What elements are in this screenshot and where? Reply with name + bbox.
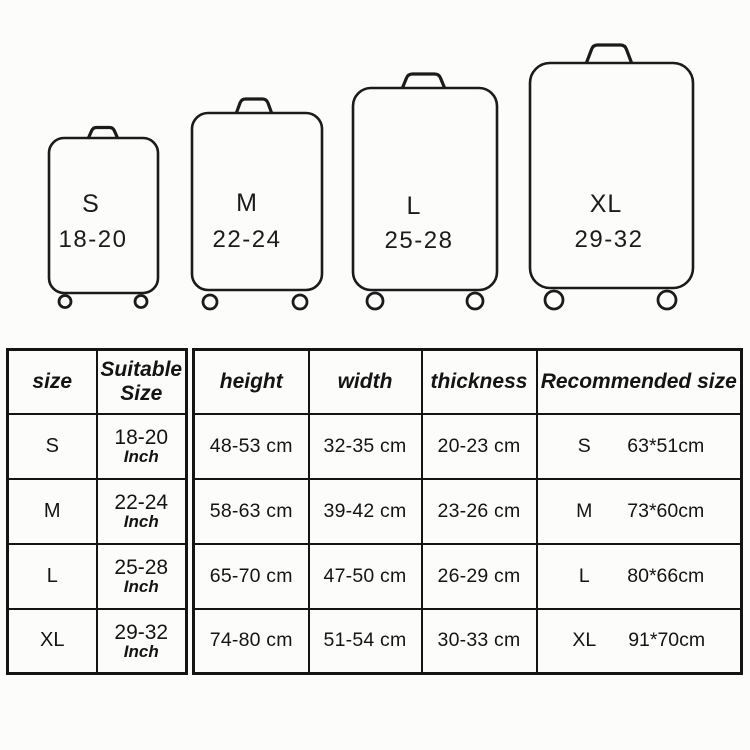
wheel-icon: [59, 296, 71, 308]
wheel-icon: [658, 291, 676, 309]
wheel-icon: [203, 295, 217, 309]
suitcase-handle-icon: [586, 45, 632, 64]
table-row: [8, 414, 187, 479]
col-header-width: width: [309, 350, 422, 414]
suitcase-body: [49, 138, 158, 293]
suitable-size-cell: [97, 414, 187, 479]
table-row: [194, 609, 742, 674]
thickness-cell: 20-23 cm: [422, 414, 537, 479]
height-cell: 65-70 cm: [194, 544, 309, 609]
size-cell: XL: [8, 609, 97, 674]
inch-unit: Inch: [123, 447, 159, 467]
inch-range: 29-32: [114, 620, 169, 644]
suitcase-body: [530, 63, 693, 288]
size-cell: S: [8, 414, 97, 479]
thickness-cell: 30-33 cm: [422, 609, 537, 674]
col-header-suitable-size: Suitable Size: [97, 350, 187, 414]
wheel-icon: [135, 296, 147, 308]
width-cell: 51-54 cm: [309, 609, 422, 674]
suitable-size-table: [6, 348, 188, 675]
inch-range: 18-20: [114, 425, 169, 449]
table-row: [194, 479, 742, 544]
height-cell: 48-53 cm: [194, 414, 309, 479]
width-cell: 39-42 cm: [309, 479, 422, 544]
suitcase-m: [192, 99, 322, 309]
col-header-height: height: [194, 350, 309, 414]
recommended-size-cell: [537, 479, 742, 544]
size-cell: L: [8, 544, 97, 609]
recommended-size-label: L: [578, 564, 590, 587]
inch-range: 22-24: [114, 490, 169, 514]
recommended-size-label: XL: [572, 629, 597, 652]
suitcase-drawings: [0, 0, 750, 340]
inch-unit: Inch: [123, 641, 159, 661]
recommended-size-cell: [537, 609, 742, 674]
suitcase-xl: [530, 45, 693, 309]
recommended-size-value: 80*66cm: [627, 564, 705, 587]
suitcase-size-range: 29-32: [574, 226, 644, 253]
inch-range: 25-28: [114, 555, 169, 579]
size-cell: M: [8, 479, 97, 544]
suitcase-size-range: 25-28: [384, 227, 454, 254]
inch-unit: Inch: [123, 577, 159, 597]
wheel-icon: [367, 293, 383, 309]
table-row: [194, 414, 742, 479]
suitcase-s: [49, 128, 158, 308]
table-row: [8, 479, 187, 544]
suitcase-l: [353, 74, 497, 309]
recommended-size-label: M: [576, 499, 593, 522]
col-header-recommended-size: Recommended size: [537, 350, 742, 414]
table-header-row: [194, 350, 742, 414]
wheel-icon: [467, 293, 483, 309]
suitcase-body: [353, 88, 497, 290]
recommended-size-cell: [537, 414, 742, 479]
wheel-icon: [545, 291, 563, 309]
recommended-size-cell: [537, 544, 742, 609]
suitcase-size-label: XL: [589, 190, 623, 218]
width-cell: 47-50 cm: [309, 544, 422, 609]
dimensions-table: [192, 348, 743, 675]
col-header-size: size: [8, 350, 97, 414]
suitcase-size-label: L: [406, 192, 422, 220]
recommended-size-value: 63*51cm: [627, 434, 705, 457]
recommended-size-value: 91*70cm: [628, 629, 706, 652]
thickness-cell: 23-26 cm: [422, 479, 537, 544]
thickness-cell: 26-29 cm: [422, 544, 537, 609]
suitable-size-cell: [97, 479, 187, 544]
suitcase-size-label: S: [82, 190, 100, 218]
suitable-size-cell: [97, 609, 187, 674]
wheel-icon: [293, 295, 307, 309]
width-cell: 32-35 cm: [309, 414, 422, 479]
suitable-size-cell: [97, 544, 187, 609]
table-header-row: [8, 350, 187, 414]
col-header-thickness: thickness: [422, 350, 537, 414]
recommended-size-value: 73*60cm: [627, 499, 705, 522]
height-cell: 58-63 cm: [194, 479, 309, 544]
table-row: [194, 544, 742, 609]
suitcase-size-label: M: [236, 189, 258, 217]
suitcase-size-range: 22-24: [212, 226, 282, 253]
table-row: [8, 544, 187, 609]
height-cell: 74-80 cm: [194, 609, 309, 674]
recommended-size-label: S: [577, 434, 591, 457]
inch-unit: Inch: [123, 512, 159, 532]
suitcase-size-range: 18-20: [58, 226, 128, 253]
table-row: [8, 609, 187, 674]
